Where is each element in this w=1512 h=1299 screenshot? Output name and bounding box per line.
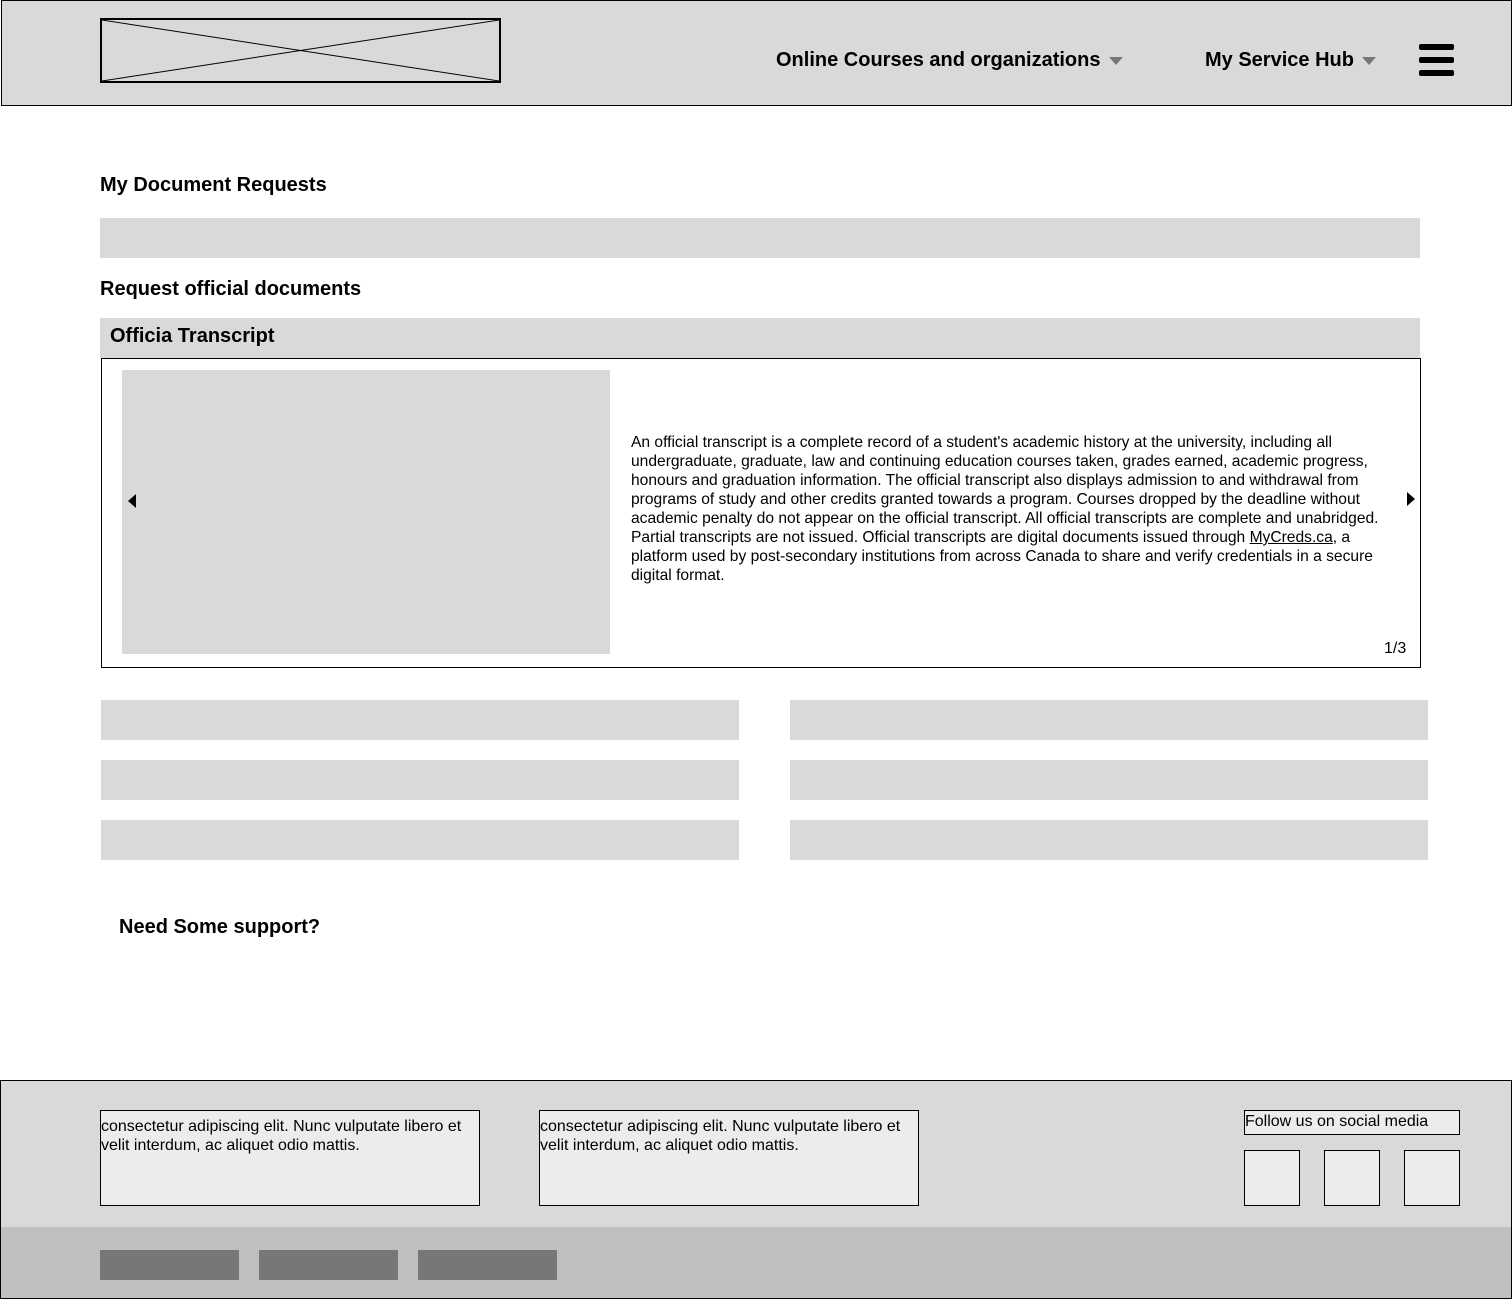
document-requests-bar[interactable] bbox=[100, 218, 1420, 258]
slide-image-placeholder bbox=[122, 370, 610, 654]
slide-text-part-2: , a platform used by post-secondary institutions from across Canada to share and verify credentials in a secure digital format. bbox=[631, 529, 1373, 584]
chevron-down-icon bbox=[1109, 57, 1123, 65]
document-option-bar[interactable] bbox=[790, 820, 1428, 860]
hamburger-icon[interactable] bbox=[1419, 44, 1454, 76]
official-transcript-accordion-header[interactable] bbox=[100, 318, 1420, 358]
support-title: Need Some support? bbox=[119, 916, 321, 938]
document-option-bar[interactable] bbox=[101, 820, 739, 860]
hamburger-line bbox=[1419, 44, 1454, 50]
request-official-documents-title: Request official documents bbox=[100, 278, 362, 300]
transcript-carousel bbox=[101, 358, 1421, 668]
document-option-bar[interactable] bbox=[790, 700, 1428, 740]
nav-my-service-hub[interactable] bbox=[1205, 46, 1376, 74]
caret-left-icon[interactable] bbox=[128, 494, 136, 508]
slide-counter: 1/3 bbox=[1384, 640, 1407, 657]
caret-right-icon[interactable] bbox=[1407, 492, 1415, 506]
footer-text-block: consectetur adipiscing elit. Nunc vulputate libero et velit interdum, ac aliquet odio mattis. bbox=[539, 1110, 919, 1206]
slide-text-part-1: An official transcript is a complete record of a student's academic history at the university, including all undergraduate, graduate, law and continuing education courses taken, grades earned, academic progress, honours and graduation information. The official transcript also displays admission to and withdrawal from programs of study and other credits granted towards a program. Courses dropped by the deadline without academic penalty do not appear on the official transcript. All official transcripts are complete and unabridged. Partial transcripts are not issued. Official transcripts are digital documents issued through bbox=[631, 434, 1379, 546]
official-transcript-title: Officia Transcript bbox=[110, 325, 275, 347]
hamburger-line bbox=[1419, 70, 1454, 76]
placeholder-cross-icon bbox=[102, 20, 499, 81]
social-icon[interactable] bbox=[1324, 1150, 1380, 1206]
footer-text-block: consectetur adipiscing elit. Nunc vulputate libero et velit interdum, ac aliquet odio mattis. bbox=[100, 1110, 480, 1206]
document-option-bar[interactable] bbox=[101, 760, 739, 800]
nav-my-service-hub-label: My Service Hub bbox=[1205, 48, 1354, 71]
slide-description bbox=[631, 433, 1386, 585]
footer-link-button[interactable] bbox=[259, 1250, 398, 1280]
chevron-down-icon bbox=[1362, 57, 1376, 65]
my-document-requests-title: My Document Requests bbox=[100, 174, 327, 196]
footer-link-button[interactable] bbox=[100, 1250, 239, 1280]
document-option-bar[interactable] bbox=[101, 700, 739, 740]
document-option-bar[interactable] bbox=[790, 760, 1428, 800]
nav-online-courses-label: Online Courses and organizations bbox=[776, 48, 1101, 71]
hamburger-line bbox=[1419, 57, 1454, 63]
social-media-label: Follow us on social media bbox=[1244, 1110, 1460, 1135]
nav-online-courses[interactable] bbox=[776, 46, 1123, 74]
mycreds-link[interactable]: MyCreds.ca bbox=[1249, 529, 1333, 546]
logo-image-placeholder[interactable] bbox=[100, 18, 501, 83]
footer-link-button[interactable] bbox=[418, 1250, 557, 1280]
social-icon[interactable] bbox=[1244, 1150, 1300, 1206]
social-icon[interactable] bbox=[1404, 1150, 1460, 1206]
